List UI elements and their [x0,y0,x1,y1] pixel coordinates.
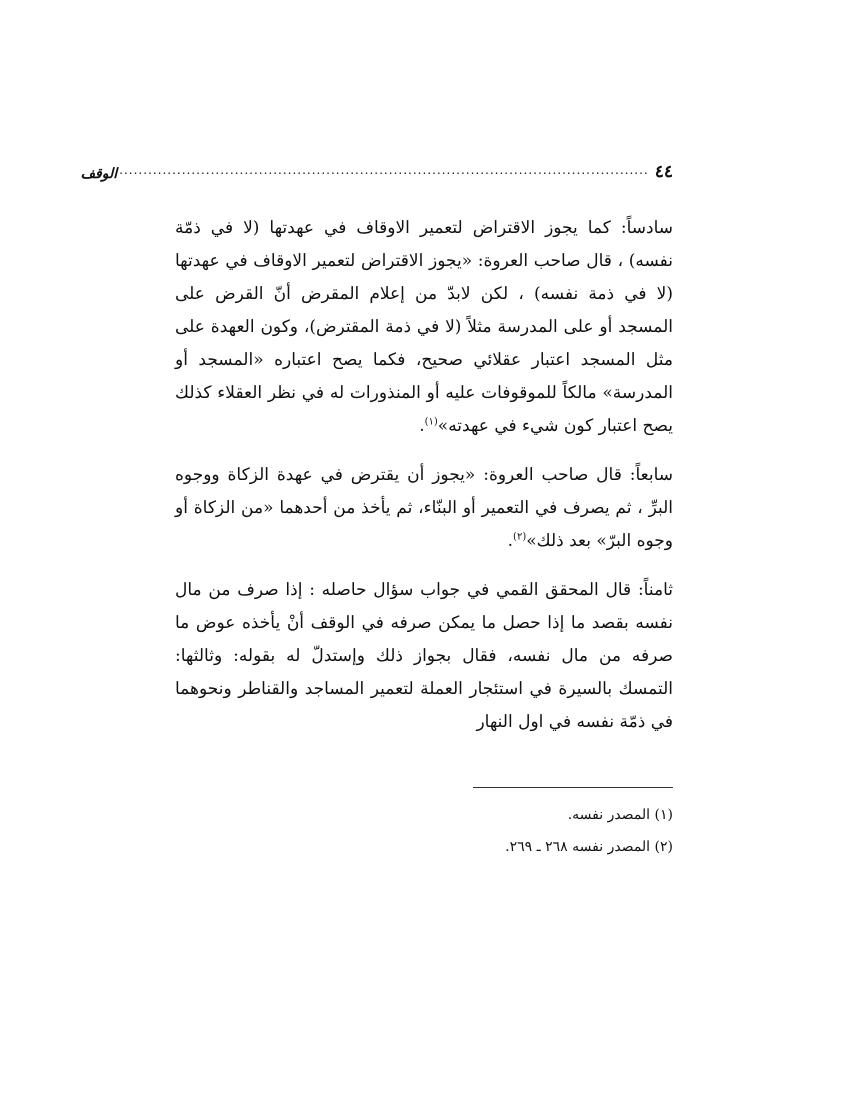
paragraph-eighth [175,574,673,739]
body-text [175,212,673,739]
document-page [80,150,673,866]
footnote-2: (٢) المصدر نفسه ٢٦٨ ـ ٢٦٩. [505,839,673,855]
paragraph-end: . [419,416,425,436]
paragraph-end: . [507,531,514,551]
page-number: ٤٤ [654,162,673,182]
footnote-separator [473,787,673,788]
footnotes [175,802,673,860]
paragraph-seventh [175,459,673,558]
footnote-1: (١) المصدر نفسه. [567,807,673,823]
paragraph-text: سادساً: كما يجوز الاقتراض لتعمير الاوقاف في عهدتها (لا في ذمّة نفسه) ، قال صاحب العروة: «يجوز الاقتراض لتعمير الاوقاف في عهدتها (لا في ذمة نفسه) ، لكن لابدّ من إعلام المقرض أنّ القرض على المسجد أو على المدرسة مثلاً (لا في ذمة المقترض)، وكون العهدة على مثل المسجد اعتبار عقلائي صحيح، فكما يصح اعتباره «المسجد أو المدرسة» مالكاً للموقوفات عليه أو المنذورات له في نظر العقلاء كذلك يصح اعتبار كون شيء في عهدته» [175,218,673,436]
paragraph-sixth [175,212,673,443]
header-title: الوقف [80,166,118,182]
footnote-separator-wrap [175,755,673,788]
paragraph-text: ثامناً: قال المحقق القمي في جواب سؤال حاصله : إذا صرف من مال نفسه بقصد ما إذا حصل ما يمكن صرفه في الوقف أنْ يأخذه عوض ما صرفه من مال نفسه، فقال بجواز ذلك وإستدلّ له بقوله: وثالثها: التمسك بالسيرة في استئجار العملة لتعمير المساجد والقناطر ونحوهما في ذمّة نفسه في اول النهار [175,580,673,732]
header-leader-dots: .............................................................................................................. [119,163,649,177]
paragraph-text: سابعاً: قال صاحب العروة: «يجوز أن يقترض في عهدة الزكاة ووجوه البرِّ ، ثم يصرف في التعمير أو البنّاء، ثم يأخذ من أحدهما «من الزكاة أو وجوه البرّ» بعد ذلك» [175,465,673,551]
running-header [80,150,673,182]
footnote-ref[interactable]: (١) [424,416,438,428]
footnote-ref[interactable]: (٢) [513,531,527,543]
